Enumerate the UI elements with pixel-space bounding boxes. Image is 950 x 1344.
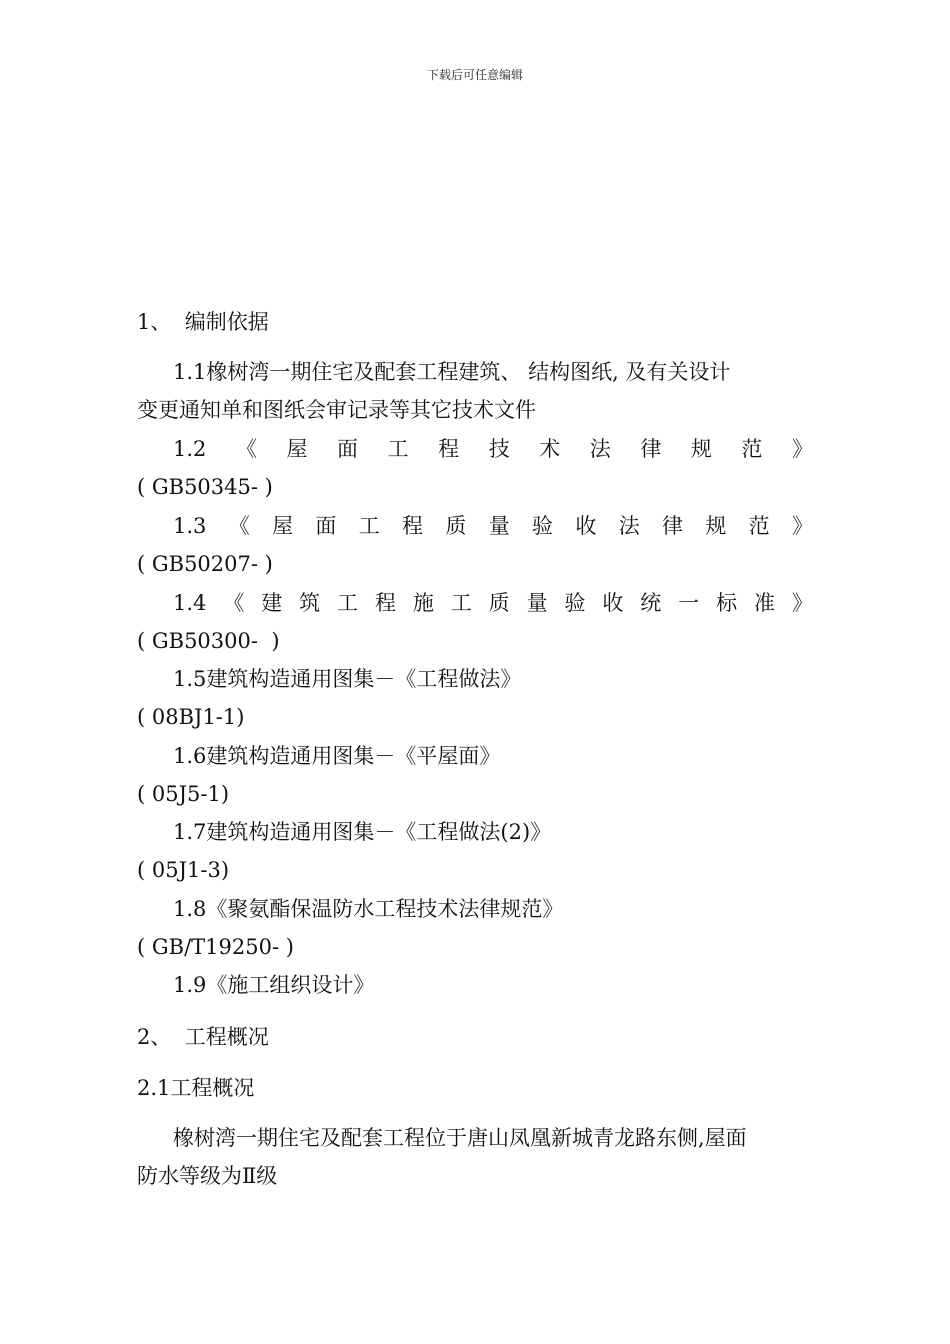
title-char: 术 (539, 437, 561, 461)
item-1-6-code: ( 05J5-1) (137, 782, 230, 806)
title-char: 1.4 (173, 591, 207, 615)
title-char: 工 (358, 514, 380, 538)
title-char: 工 (387, 437, 409, 461)
overview-paragraph-line-1: 橡树湾一期住宅及配套工程位于唐山凤凰新城青龙路东侧,屋面 (173, 1126, 747, 1150)
item-1-2-code: ( GB50345- ) (137, 475, 273, 499)
title-char: 程 (402, 514, 424, 538)
title-char: 《 (235, 437, 257, 461)
title-char: 量 (488, 514, 510, 538)
title-char: 标 (716, 591, 738, 615)
title-char: 面 (337, 437, 359, 461)
title-char: 技 (488, 437, 510, 461)
title-char: 面 (315, 514, 337, 538)
item-1-9: 1.9《施工组织设计》 (173, 973, 375, 997)
item-1-5: 1.5建筑构造通用图集－《工程做法》 (173, 667, 522, 691)
item-1-1-line-2: 变更通知单和图纸会审记录等其它技术文件 (137, 398, 536, 422)
title-char: 律 (662, 514, 684, 538)
title-char: 1.3 (173, 514, 207, 538)
title-char: 验 (532, 514, 554, 538)
title-char: 工 (450, 591, 472, 615)
item-1-4-code: ( GB50300- ) (137, 629, 280, 653)
item-1-8: 1.8《聚氨酯保温防水工程技术法律规范》 (173, 897, 564, 921)
title-char: 规 (705, 514, 727, 538)
section-2-title: 2、 工程概况 (137, 1025, 269, 1049)
title-char: 《 (223, 591, 245, 615)
title-char: 1.2 (173, 437, 207, 461)
page-header: 下载后可任意编辑 (426, 68, 523, 82)
title-char: 屋 (272, 514, 294, 538)
title-char: 程 (438, 437, 460, 461)
title-char: 收 (602, 591, 624, 615)
section-1-title: 1、 编制依据 (137, 310, 269, 334)
title-char: 量 (526, 591, 548, 615)
title-char: 》 (791, 437, 813, 461)
item-1-3-code: ( GB50207- ) (137, 552, 273, 576)
item-1-3 (173, 514, 813, 538)
title-char: 屋 (286, 437, 308, 461)
title-char: 一 (678, 591, 700, 615)
item-1-1-line-1: 1.1橡树湾一期住宅及配套工程建筑、 结构图纸, 及有关设计 (173, 360, 731, 384)
title-char: 建 (261, 591, 283, 615)
title-char: 律 (640, 437, 662, 461)
title-char: 范 (748, 514, 770, 538)
item-1-5-code: ( 08BJ1-1) (137, 705, 245, 729)
title-char: 》 (791, 591, 813, 615)
item-1-4 (173, 591, 813, 615)
item-1-6: 1.6建筑构造通用图集－《平屋面》 (173, 744, 501, 768)
title-char: 质 (445, 514, 467, 538)
title-char: 程 (374, 591, 396, 615)
title-char: 法 (618, 514, 640, 538)
overview-paragraph-line-2: 防水等级为Ⅱ级 (137, 1164, 278, 1188)
title-char: 统 (640, 591, 662, 615)
title-char: 法 (589, 437, 611, 461)
item-1-8-code: ( GB/T19250- ) (137, 935, 294, 959)
title-char: 准 (754, 591, 775, 615)
title-char: 施 (412, 591, 434, 615)
title-char: 筑 (299, 591, 321, 615)
item-1-2 (173, 437, 813, 461)
subsection-2-1-title: 2.1工程概况 (137, 1076, 255, 1100)
title-char: 规 (690, 437, 712, 461)
title-char: 《 (228, 514, 250, 538)
title-char: 验 (564, 591, 586, 615)
title-char: 工 (337, 591, 359, 615)
title-char: 质 (488, 591, 510, 615)
title-char: 范 (741, 437, 763, 461)
item-1-7-code: ( 05J1-3) (137, 858, 230, 882)
title-char: 》 (792, 514, 813, 538)
item-1-7: 1.7建筑构造通用图集－《工程做法(2)》 (173, 820, 552, 844)
title-char: 收 (575, 514, 597, 538)
